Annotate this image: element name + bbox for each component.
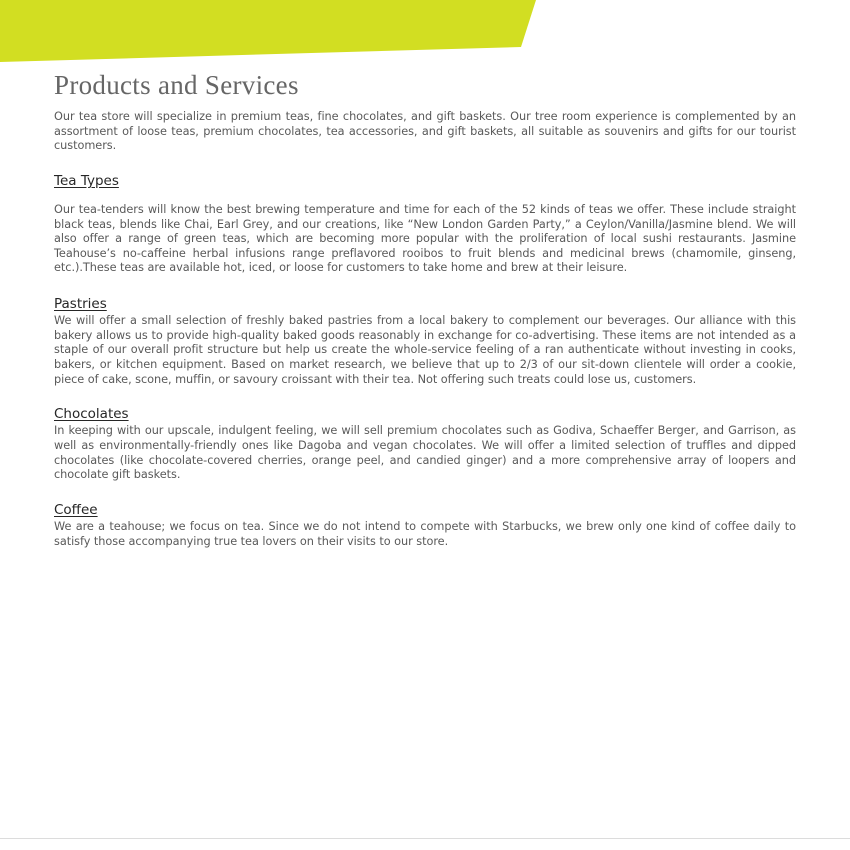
section-heading-pastries: Pastries <box>54 296 107 313</box>
footer-divider <box>0 838 850 839</box>
section-chocolates <box>54 403 796 483</box>
intro-paragraph: Our tea store will specialize in premium teas, fine chocolates, and gift baskets. Our tree room experience is complemented by an assortment of loose teas, premium chocolates, tea accessories, and gift baskets, all suitable as souvenirs and gifts for our tourist customers. <box>54 110 796 153</box>
section-heading-chocolates: Chocolates <box>54 406 129 423</box>
document-content <box>54 70 796 549</box>
section-body-coffee: We are a teahouse; we focus on tea. Since we do not intend to compete with Starbucks, we brew only one kind of coffee daily to satisfy those accompanying true tea lovers on their visits to our store. <box>54 520 796 548</box>
spacer <box>54 483 796 499</box>
section-heading-tea-types: Tea Types <box>54 172 119 189</box>
section-body-chocolates: In keeping with our upscale, indulgent feeling, we will sell premium chocolates such as Godiva, Schaeffer Berger, and Garrison, as well as environmentally-friendly ones like Dagoba and vegan chocolates. We will offer a limited selection of truffles and dipped chocolates (like chocolate-covered cherries, orange peel, and candied ginger) and a more comprehensive array of loopers and chocolate gift baskets. <box>54 424 796 482</box>
section-heading-coffee: Coffee <box>54 501 98 518</box>
section-pastries <box>54 293 796 387</box>
angled-banner-shape <box>0 0 560 70</box>
page-title: Products and Services <box>54 70 299 100</box>
spacer <box>54 191 796 203</box>
spacer <box>54 276 796 293</box>
section-coffee <box>54 499 796 549</box>
section-body-pastries: We will offer a small selection of freshly baked pastries from a local bakery to complement our beverages. Our alliance with this bakery allows us to provide high-quality baked goods reasonably in exchange for co-advertising. These items are not intended as a staple of our overall profit structure but help us create the whole-service feeling of a ran authenticate without investing in cooks, bakers, or kitchen equipment. Based on market research, we believe that up to 2/3 of our sit-down clientele will order a cookie, piece of cake, scone, muffin, or savoury croissant with their tea. Not offering such treats could lose us, customers. <box>54 314 796 386</box>
section-tea-types <box>54 170 796 276</box>
spacer <box>54 387 796 403</box>
spacer <box>54 154 796 170</box>
section-body-tea-types: Our tea-tenders will know the best brewing temperature and time for each of the 52 kinds of teas we offer. These include straight black teas, blends like Chai, Earl Grey, and our creations, like “New London Garden Party,” a Ceylon/Vanilla/Jasmine blend. We will also offer a range of green teas, which are becoming more popular with the proliferation of local sushi restaurants. Jasmine Teahouse’s no-caffeine herbal infusions range preflavored rooibos to fruit blends and medicinal brews (chamomile, ginseng, etc.).These teas are available hot, iced, or loose for customers to take home and brew at their leisure. <box>54 203 796 275</box>
